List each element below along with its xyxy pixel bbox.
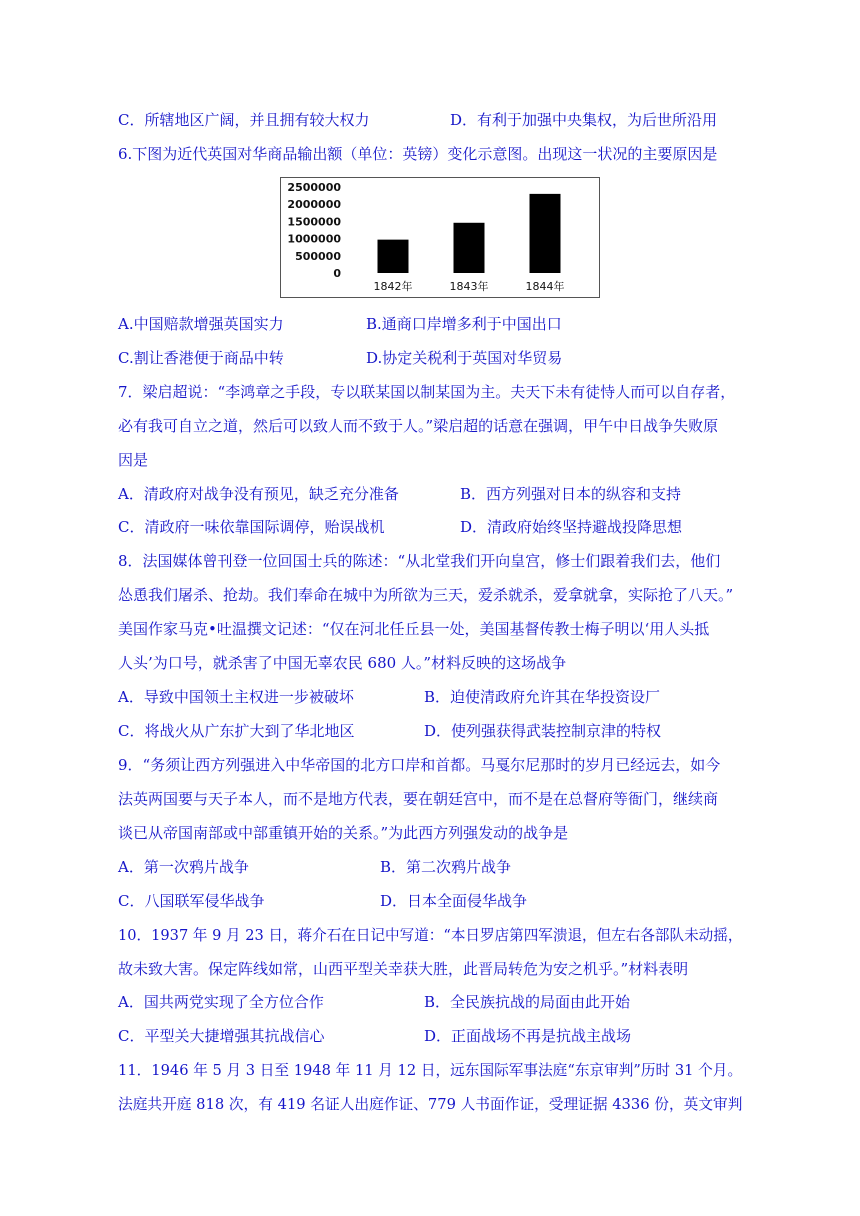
q8-stem-line-3: 美国作家马克•吐温撰文记述：“仅在河北任丘县一处，美国基督传教士梅子明以‘用人头抵 xyxy=(118,620,710,638)
q9-stem-line-1: 9．“务须让西方列强进入中华帝国的北方口岸和首都。马戛尔尼那时的岁月已经远去，如今 xyxy=(118,756,721,774)
q7-option-c: C．清政府一味依靠国际调停，贻误战机 xyxy=(118,518,385,536)
y-tick-label: 1500000 xyxy=(287,215,341,229)
q6-option-a: A.中国赔款增强英国实力 xyxy=(118,315,284,333)
bar xyxy=(378,240,409,273)
bar xyxy=(454,223,485,273)
q9-option-b: B．第二次鸦片战争 xyxy=(380,858,512,876)
bar-chart-svg xyxy=(281,178,599,297)
x-category-label: 1844年 xyxy=(525,280,565,293)
q9-option-a: A．第一次鸦片战争 xyxy=(118,858,249,876)
q7-stem-line-1: 7．梁启超说：“李鸿章之手段，专以联某国以制某国为主。夫天下未有徒恃人而可以自存者， xyxy=(118,383,736,401)
bar xyxy=(530,194,561,273)
q10-option-a: A．国共两党实现了全方位合作 xyxy=(118,993,324,1011)
q8-option-a: A．导致中国领土主权进一步被破坏 xyxy=(118,688,354,706)
q10-option-c: C．平型关大捷增强其抗战信心 xyxy=(118,1027,325,1045)
q10-option-d: D．正面战场不再是抗战主战场 xyxy=(424,1027,632,1045)
q7-option-a: A．清政府对战争没有预见，缺乏充分准备 xyxy=(118,485,399,503)
y-tick-label: 1000000 xyxy=(287,232,341,246)
q7-stem-line-3: 因是 xyxy=(118,451,149,469)
export-bar-chart xyxy=(280,177,600,298)
y-tick-label: 2500000 xyxy=(287,181,341,194)
x-category-label: 1842年 xyxy=(373,280,413,293)
q9-stem-line-3: 谈已从帝国南部或中部重镇开始的关系。”为此西方列强发动的战争是 xyxy=(118,824,569,842)
q8-option-b: B．迫使清政府允许其在华投资设厂 xyxy=(424,688,661,706)
q10-option-b: B．全民族抗战的局面由此开始 xyxy=(424,993,631,1011)
q5-option-d: D．有利于加强中央集权，为后世所沿用 xyxy=(450,111,718,129)
q6-option-b: B.通商口岸增多利于中国出口 xyxy=(366,315,562,333)
q8-stem-line-2: 怂恿我们屠杀、抢劫。我们奉命在城中为所欲为三天，爱杀就杀，爱拿就拿，实际抢了八天。” xyxy=(118,586,734,604)
y-axis-ticks xyxy=(287,181,341,280)
q5-option-c: C．所辖地区广阔，并且拥有较大权力 xyxy=(118,111,370,129)
q11-stem-line-2: 法庭共开庭 818 次，有 419 名证人出庭作证、779 人书面作证，受理证据 4336 份，英文审判 xyxy=(118,1095,743,1113)
x-axis-categories xyxy=(374,279,565,293)
bars xyxy=(378,194,561,273)
y-tick-label: 0 xyxy=(333,267,341,280)
q7-stem-line-2: 必有我可自立之道，然后可以致人而不致于人。”梁启超的话意在强调，甲午中日战争失败原 xyxy=(118,417,719,435)
q10-stem-line-1: 10．1937 年 9 月 23 日，蒋介石在日记中写道：“本日罗店第四军溃退，但左右各部队未动摇， xyxy=(118,926,743,944)
q8-stem-line-4: 人头’为口号，就杀害了中国无辜农民 680 人。”材料反映的这场战争 xyxy=(118,654,567,672)
q6-option-d: D.协定关税利于英国对华贸易 xyxy=(366,349,563,367)
q8-option-c: C．将战火从广东扩大到了华北地区 xyxy=(118,722,355,740)
q7-option-b: B．西方列强对日本的纵容和支持 xyxy=(460,485,682,503)
q11-stem-line-1: 11．1946 年 5 月 3 日至 1948 年 11 月 12 日，远东国际军事法庭“东京审判”历时 31 个月。 xyxy=(118,1061,743,1079)
q6-stem: 6.下图为近代英国对华商品输出额（单位：英镑）变化示意图。出现这一状况的主要原因是 xyxy=(118,145,718,163)
q8-option-d: D．使列强获得武装控制京津的特权 xyxy=(424,722,662,740)
x-category-label: 1843年 xyxy=(449,280,489,293)
q7-option-d: D．清政府始终坚持避战投降思想 xyxy=(460,518,683,536)
q8-stem-line-1: 8．法国媒体曾刊登一位回国士兵的陈述：“从北堂我们开向皇宫，修士们跟着我们去，他们 xyxy=(118,552,721,570)
q6-option-c: C.割让香港便于商品中转 xyxy=(118,349,284,367)
q9-stem-line-2: 法英两国要与天子本人，而不是地方代表，要在朝廷宫中，而不是在总督府等衙门，继续商 xyxy=(118,790,719,808)
q9-option-d: D．日本全面侵华战争 xyxy=(380,892,528,910)
q9-option-c: C．八国联军侵华战争 xyxy=(118,892,265,910)
y-tick-label: 2000000 xyxy=(287,198,341,212)
q10-stem-line-2: 故未致大害。保定阵线如常，山西平型关幸获大胜，此晋局转危为安之机乎。”材料表明 xyxy=(118,960,689,978)
y-tick-label: 500000 xyxy=(295,249,341,263)
